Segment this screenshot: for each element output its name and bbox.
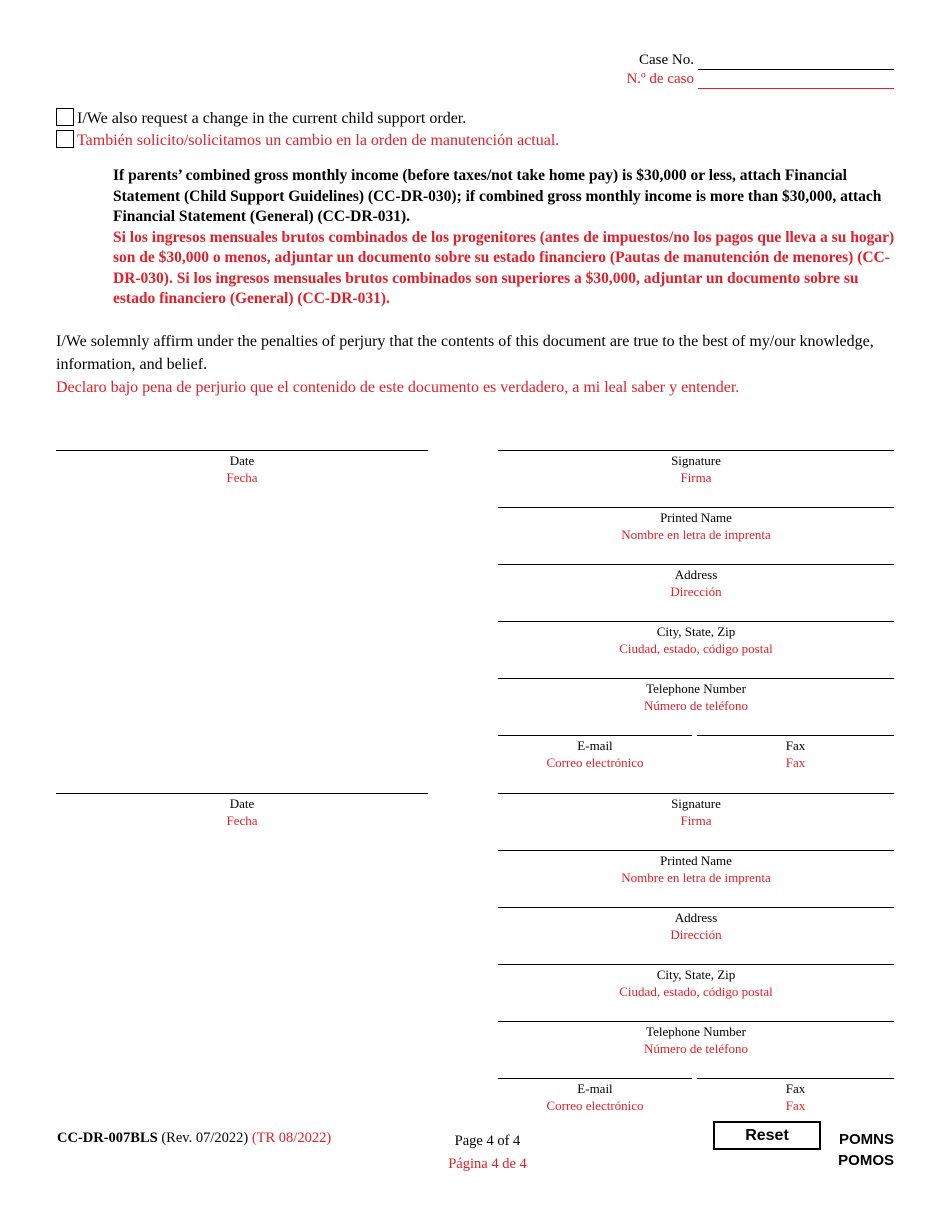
- instructions-es: Si los ingresos mensuales brutos combinados de los progenitores (antes de impuestos/no los pagos que lleva a su hogar) son de $30,000 o menos, adjuntar un documento sobre su estado financiero (Pautas de manutención de menores) (CC-DR-030). Si los ingresos mensuales brutos combinados son superiores a $30,000, adjuntar un documento sobre su estado financiero (General) (CC-DR-031).: [113, 228, 895, 307]
- affirmation-es: Declaro bajo pena de perjurio que el contenido de este documento es verdadero, a mi leal saber y entender.: [56, 379, 740, 396]
- child-support-change-label: I/We also request a change in the current child support order.: [77, 110, 467, 127]
- telephone-field-2[interactable]: [498, 1021, 894, 1057]
- form-code-es: POMOS: [838, 1152, 894, 1169]
- form-code: [838, 1129, 894, 1171]
- form-code-en: POMNS: [838, 1131, 894, 1148]
- signature-field-1[interactable]: [498, 450, 894, 486]
- city-state-zip-field-1[interactable]: [498, 621, 894, 657]
- email-label-es: Correo electrónico: [546, 754, 644, 770]
- signature-label: Signature: [671, 796, 721, 811]
- city-state-zip-label-es: Ciudad, estado, código postal: [619, 640, 773, 656]
- city-state-zip-label-es: Ciudad, estado, código postal: [619, 983, 773, 999]
- page-number-es: Página 4 de 4: [448, 1156, 527, 1172]
- affirmation-en: I/We solemnly affirm under the penalties of perjury that the contents of this document are true to the best of my/our knowledge, information, and belief.: [56, 333, 874, 373]
- form-revision: (Rev. 07/2022): [161, 1130, 249, 1146]
- city-state-zip-label: City, State, Zip: [656, 624, 736, 639]
- fax-label: Fax: [785, 1081, 806, 1096]
- case-number-input-es[interactable]: [698, 70, 894, 89]
- printed-name-field-1[interactable]: [498, 507, 894, 543]
- printed-name-label: Printed Name: [660, 510, 732, 525]
- telephone-label-es: Número de teléfono: [644, 1040, 748, 1056]
- reset-button[interactable]: Reset: [713, 1121, 821, 1150]
- financial-statement-instructions: [113, 166, 898, 310]
- address-label-es: Dirección: [670, 583, 722, 599]
- page-number: [420, 1130, 555, 1176]
- case-number-input[interactable]: [698, 51, 894, 70]
- telephone-label: Telephone Number: [646, 681, 746, 696]
- date-label: Date: [229, 453, 255, 468]
- address-label: Address: [674, 910, 718, 925]
- printed-name-label: Printed Name: [660, 853, 732, 868]
- date-field-2[interactable]: [56, 793, 428, 829]
- signature-label-es: Firma: [680, 812, 712, 828]
- case-number-row: [560, 52, 894, 72]
- case-number-label: Case No.: [639, 52, 694, 68]
- child-support-change-checkbox-es[interactable]: [56, 130, 74, 148]
- fax-field-2[interactable]: [697, 1078, 894, 1114]
- address-label-es: Dirección: [670, 926, 722, 942]
- address-label: Address: [674, 567, 718, 582]
- signature-label-es: Firma: [680, 469, 712, 485]
- email-label: E-mail: [577, 1081, 613, 1096]
- email-field-2[interactable]: [498, 1078, 692, 1114]
- child-support-change-checkbox[interactable]: [56, 108, 74, 126]
- signature-label: Signature: [671, 453, 721, 468]
- page-number-en: Page 4 of 4: [454, 1133, 521, 1149]
- printed-name-label-es: Nombre en letra de imprenta: [621, 526, 771, 542]
- affirmation: [56, 330, 896, 399]
- instructions-en: If parents’ combined gross monthly income (before taxes/not take home pay) is $30,000 or less, attach Financial Statement (Child Support Guidelines) (CC-DR-030); if combined gross monthly income is more than $30,000, attach Financial Statement (General) (CC-DR-031).: [113, 167, 882, 225]
- case-number-row-es: [560, 71, 894, 91]
- date-field-1[interactable]: [56, 450, 428, 486]
- signature-field-2[interactable]: [498, 793, 894, 829]
- date-label: Date: [229, 796, 255, 811]
- telephone-label: Telephone Number: [646, 1024, 746, 1039]
- email-label-es: Correo electrónico: [546, 1097, 644, 1113]
- printed-name-label-es: Nombre en letra de imprenta: [621, 869, 771, 885]
- printed-name-field-2[interactable]: [498, 850, 894, 886]
- translation-revision: (TR 08/2022): [251, 1130, 332, 1146]
- date-label-es: Fecha: [226, 812, 258, 828]
- telephone-field-1[interactable]: [498, 678, 894, 714]
- child-support-change-row-es: [56, 130, 559, 150]
- case-number-label-es: N.º de caso: [626, 71, 694, 87]
- city-state-zip-label: City, State, Zip: [656, 967, 736, 982]
- form-number: CC-DR-007BLS: [57, 1130, 158, 1146]
- child-support-change-row: [56, 108, 466, 128]
- fax-label-es: Fax: [785, 1097, 806, 1113]
- date-label-es: Fecha: [226, 469, 258, 485]
- address-field-1[interactable]: [498, 564, 894, 600]
- address-field-2[interactable]: [498, 907, 894, 943]
- fax-label: Fax: [785, 738, 806, 753]
- city-state-zip-field-2[interactable]: [498, 964, 894, 1000]
- child-support-change-label-es: También solicito/solicitamos un cambio en la orden de manutención actual.: [77, 132, 560, 149]
- fax-field-1[interactable]: [697, 735, 894, 771]
- form-id: [57, 1130, 331, 1147]
- telephone-label-es: Número de teléfono: [644, 697, 748, 713]
- fax-label-es: Fax: [785, 754, 806, 770]
- email-label: E-mail: [577, 738, 613, 753]
- email-field-1[interactable]: [498, 735, 692, 771]
